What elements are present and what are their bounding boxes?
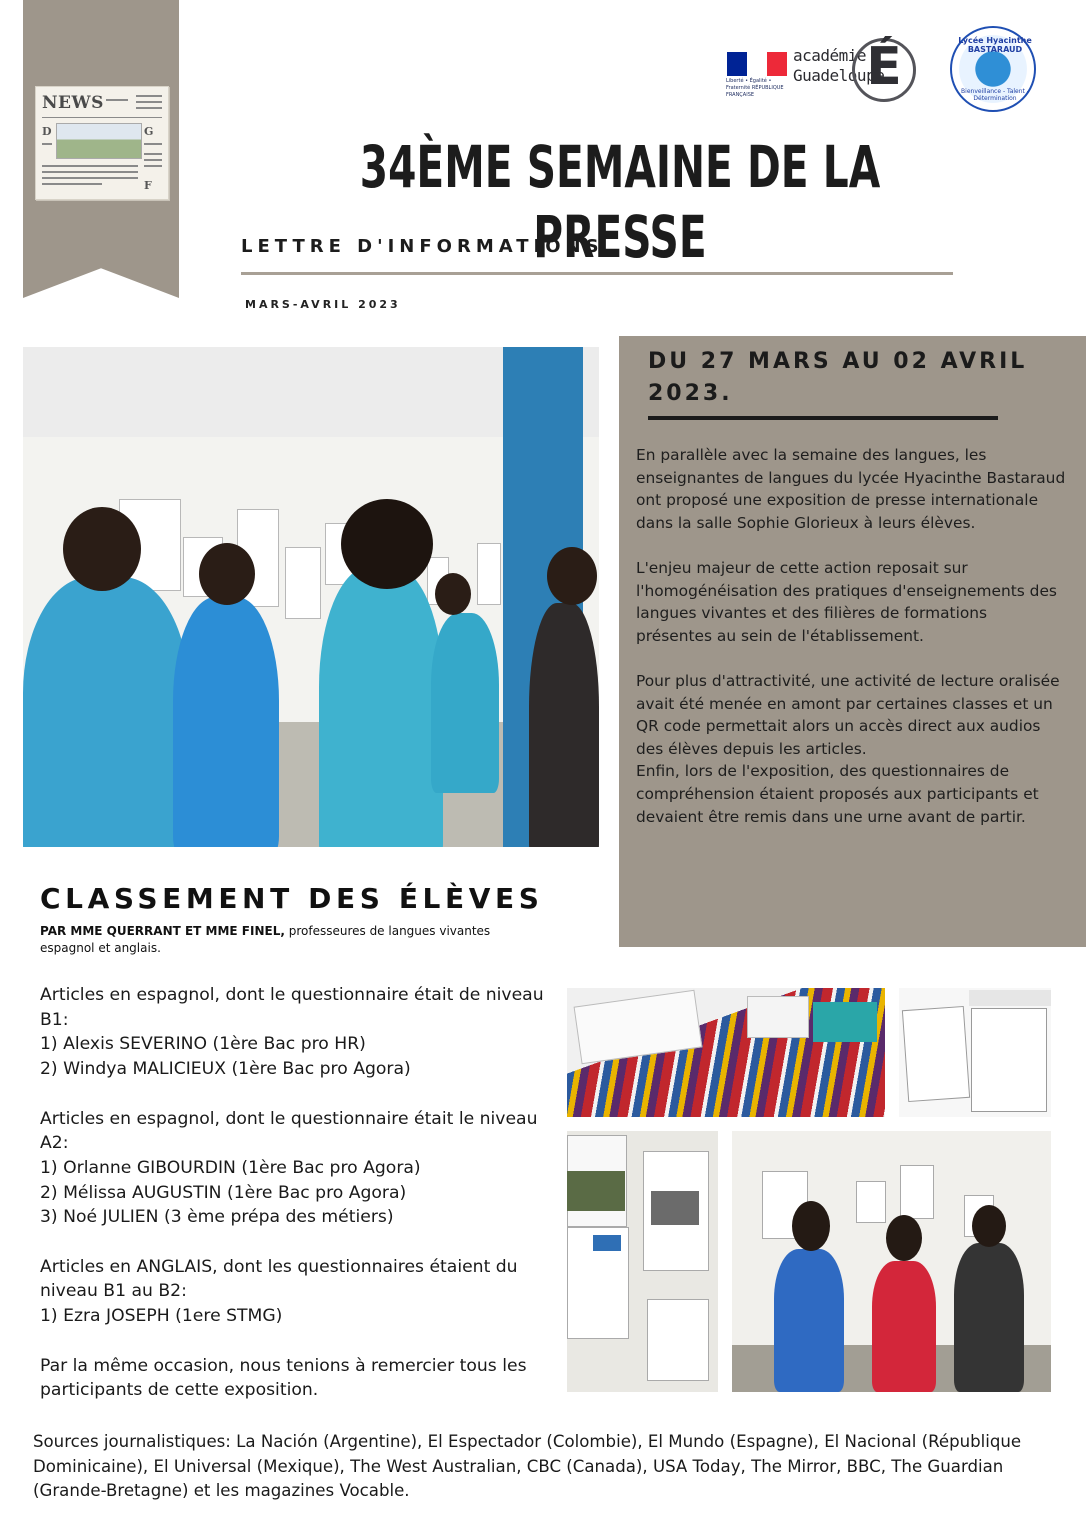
info-paragraph: Pour plus d'attractivité, une activité de lecture oralisée avait été menée en amont par certaines classes et un QR code permettait alors un accès direct aux audios des élèves depuis les articles. <box>636 671 1060 758</box>
ranking-item: 1) Ezra JOSEPH (1ere STMG) <box>40 1306 283 1327</box>
subtitle-divider <box>241 272 953 275</box>
newspaper-icon-label: NEWS <box>42 93 104 113</box>
students-reading-photo <box>732 1131 1051 1392</box>
lycee-logo-motto: Bienveillance - Talent - Détermination <box>961 88 1029 102</box>
ranking-byline-role: professeures de langues vivantes espagnol et anglais. <box>40 924 491 955</box>
academie-logo-letter: É <box>866 37 902 97</box>
ranking-item: 3) Noé JULIEN (3 ème prépa des métiers) <box>40 1207 394 1228</box>
academie-line1: académie <box>793 46 867 65</box>
info-text <box>636 444 1066 828</box>
republique-caption: Liberté • Égalité • Fraternité RÉPUBLIQUE FRANÇAISE <box>726 78 784 98</box>
page-subtitle: LETTRE D'INFORMATIONS <box>241 236 604 257</box>
magazines-photo <box>567 988 885 1117</box>
ranking-item: 2) Windya MALICIEUX (1ère Bac pro Agora) <box>40 1059 411 1080</box>
wall-articles-photo <box>567 1131 718 1392</box>
ranking-group <box>40 1255 560 1329</box>
page-title: 34ÈME SEMAINE DE LA PRESSE <box>359 133 881 271</box>
ranking-group-intro: Articles en espagnol, dont le questionnaire était de niveau B1: <box>40 985 544 1030</box>
exhibition-photo-main <box>23 347 599 847</box>
ranking-byline-authors: PAR MME QUERRANT ET MME FINEL, <box>40 924 285 938</box>
ranking-group-intro: Articles en ANGLAIS, dont les questionnaires étaient du niveau B1 au B2: <box>40 1256 518 1302</box>
info-heading: DU 27 MARS AU 02 AVRIL 2023. <box>648 349 1028 406</box>
lycee-logo-name: Lycée Hyacinthe BASTARAUD <box>958 36 1032 54</box>
ranking-thanks: Par la même occasion, nous tenions à remercier tous les participants de cette exposition. <box>40 1355 527 1401</box>
ranking-list <box>40 983 560 1428</box>
ranking-group-intro: Articles en espagnol, dont le questionnaire était le niveau A2: <box>40 1108 538 1154</box>
ranking-group <box>40 1107 560 1231</box>
info-paragraph: Enfin, lors de l'exposition, des questionnaires de compréhension étaient proposés aux participants et devaient être remis dans une urne avant de partir. <box>636 762 1039 826</box>
info-paragraph: L'enjeu majeur de cette action reposait sur l'homogénéisation des pratiques d'enseignements des langues vivantes et des filières de formations présentes au sein de l'établissement. <box>636 558 1057 645</box>
ranking-title: CLASSEMENT DES ÉLÈVES <box>40 882 544 915</box>
ranking-item: 2) Mélissa AUGUSTIN (1ère Bac pro Agora) <box>40 1182 407 1203</box>
info-heading-divider <box>648 416 998 420</box>
lycee-logo <box>950 26 1036 112</box>
newspaper-icon: NEWS D G F <box>35 86 169 200</box>
info-paragraph: En parallèle avec la semaine des langues, les enseignantes de langues du lycée Hyacinthe Bastaraud ont proposé une exposition de presse internationale dans la salle Sophie Glorieux à leurs élèves. <box>636 446 1066 532</box>
french-flag-logo <box>727 52 787 76</box>
academie-line2: Guadeloupe <box>793 66 885 85</box>
ranking-item: 1) Orlanne GIBOURDIN (1ère Bac pro Agora) <box>40 1157 421 1178</box>
ranking-item: 1) Alexis SEVERINO (1ère Bac pro HR) <box>40 1034 366 1055</box>
questionnaires-photo <box>899 988 1051 1117</box>
ranking-group <box>40 983 560 1082</box>
issue-date: MARS-AVRIL 2023 <box>245 298 401 311</box>
ranking-byline <box>40 923 520 957</box>
press-sources: Sources journalistiques: La Nación (Argentine), El Espectador (Colombie), El Mundo (Espagne), El Nacional (République Dominicaine), El Universal (Mexique), The West Australian, CBC (Canada), USA Today, The Mirror, BBC, The Guardian (Grande-Bretagne) et les magazines Vocable. <box>33 1432 1022 1500</box>
